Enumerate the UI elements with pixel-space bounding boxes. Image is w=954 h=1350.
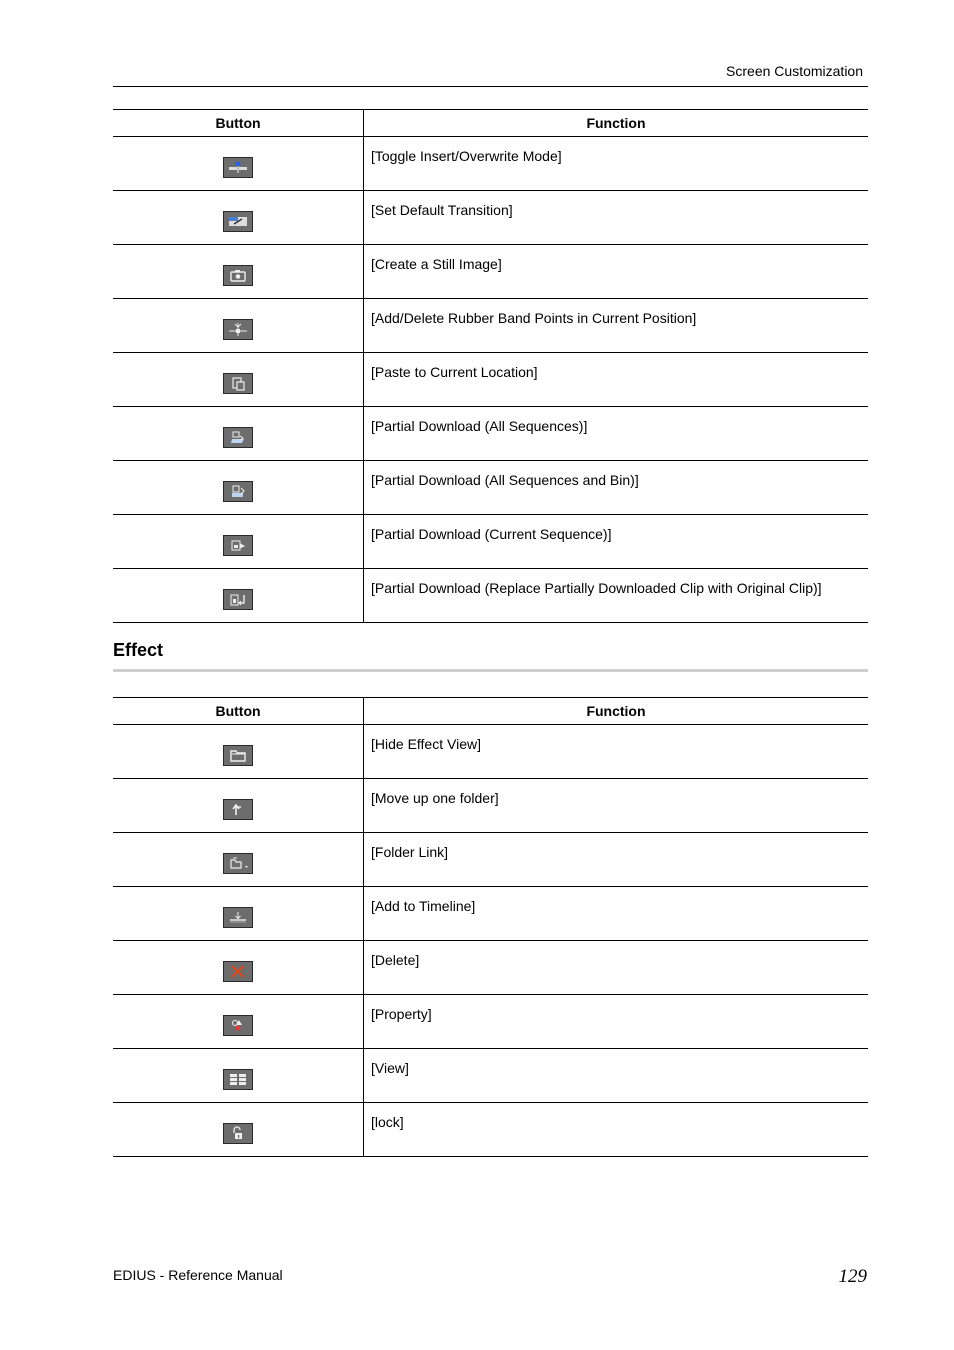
table-row (113, 779, 868, 833)
default-transition-icon (223, 211, 253, 232)
button-function-table-2 (113, 697, 868, 1157)
button-function-table-1 (113, 109, 868, 623)
table-row (113, 461, 868, 515)
table-row (113, 995, 868, 1049)
button-cell (113, 941, 364, 995)
column-header-function: Function (364, 698, 869, 725)
button-cell (113, 995, 364, 1049)
function-cell: [Paste to Current Location] (364, 353, 869, 407)
function-cell: [Add to Timeline] (364, 887, 869, 941)
column-header-button: Button (113, 698, 364, 725)
function-cell: [Partial Download (All Sequences and Bin)] (364, 461, 869, 515)
button-cell (113, 299, 364, 353)
function-cell: [lock] (364, 1103, 869, 1157)
table-row (113, 941, 868, 995)
button-cell (113, 353, 364, 407)
button-cell (113, 1049, 364, 1103)
button-cell (113, 191, 364, 245)
function-cell: [Property] (364, 995, 869, 1049)
function-cell: [View] (364, 1049, 869, 1103)
partial-download-replace-icon (223, 589, 253, 610)
section-rule (113, 669, 868, 672)
folder-icon (223, 745, 253, 766)
table-row (113, 299, 868, 353)
folder-up-icon (223, 799, 253, 820)
function-cell: [Toggle Insert/Overwrite Mode] (364, 137, 869, 191)
table-row (113, 1103, 868, 1157)
function-cell: [Delete] (364, 941, 869, 995)
running-header: Screen Customization (726, 63, 863, 79)
partial-download-current-icon (223, 535, 253, 556)
button-cell (113, 1103, 364, 1157)
table-row (113, 725, 868, 779)
delete-x-icon (223, 961, 253, 982)
column-header-function: Function (364, 110, 869, 137)
table-row (113, 1049, 868, 1103)
page-number: 129 (838, 1266, 867, 1287)
button-cell (113, 779, 364, 833)
table-row (113, 245, 868, 299)
function-cell: [Create a Still Image] (364, 245, 869, 299)
paste-icon (223, 373, 253, 394)
header-rule (113, 86, 868, 87)
partial-download-all-bin-icon (223, 481, 253, 502)
button-cell (113, 725, 364, 779)
table-row (113, 137, 868, 191)
footer-manual-title: EDIUS - Reference Manual (113, 1267, 283, 1283)
table-row (113, 833, 868, 887)
table-row (113, 887, 868, 941)
section-title-effect: Effect (113, 640, 164, 660)
button-cell (113, 245, 364, 299)
table-row (113, 353, 868, 407)
function-cell: [Partial Download (Replace Partially Downloaded Clip with Original Clip)] (364, 569, 869, 623)
button-cell (113, 833, 364, 887)
toggle-insert-overwrite-icon (223, 157, 253, 178)
table-row (113, 515, 868, 569)
partial-download-all-icon (223, 427, 253, 448)
table-row (113, 569, 868, 623)
table-row (113, 191, 868, 245)
function-cell: [Add/Delete Rubber Band Points in Current Position] (364, 299, 869, 353)
button-cell (113, 137, 364, 191)
rubber-band-point-icon (223, 319, 253, 340)
button-cell (113, 407, 364, 461)
folder-link-icon (223, 853, 253, 874)
function-cell: [Partial Download (All Sequences)] (364, 407, 869, 461)
function-cell: [Move up one folder] (364, 779, 869, 833)
function-cell: [Partial Download (Current Sequence)] (364, 515, 869, 569)
add-to-timeline-icon (223, 907, 253, 928)
button-cell (113, 569, 364, 623)
button-cell (113, 515, 364, 569)
function-cell: [Hide Effect View] (364, 725, 869, 779)
button-cell (113, 887, 364, 941)
lock-icon (223, 1123, 253, 1144)
view-list-icon (223, 1069, 253, 1090)
camera-icon (223, 265, 253, 286)
function-cell: [Folder Link] (364, 833, 869, 887)
function-cell: [Set Default Transition] (364, 191, 869, 245)
column-header-button: Button (113, 110, 364, 137)
button-cell (113, 461, 364, 515)
table-row (113, 407, 868, 461)
property-icon (223, 1015, 253, 1036)
